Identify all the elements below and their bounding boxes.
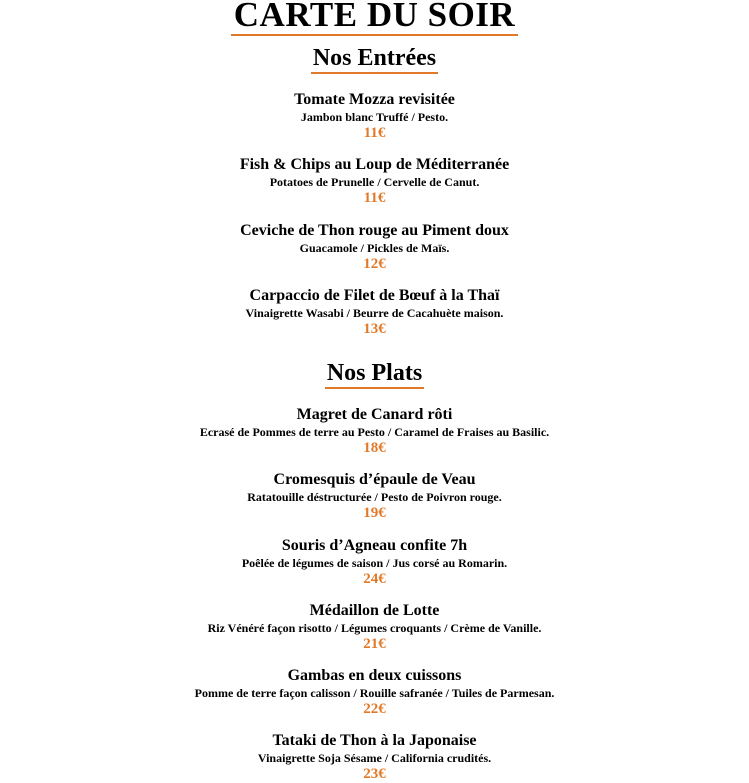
dish-item bbox=[0, 286, 749, 338]
dish-name: Tomate Mozza revisitée bbox=[294, 91, 455, 108]
section-title-plats bbox=[0, 359, 749, 389]
dish-price: 12€ bbox=[363, 256, 386, 272]
dish-description: Jambon blanc Truffé / Pesto. bbox=[300, 110, 449, 124]
dish-price: 19€ bbox=[363, 505, 386, 521]
dish-price: 24€ bbox=[363, 571, 386, 587]
dish-item bbox=[0, 221, 749, 273]
dish-item bbox=[0, 155, 749, 207]
dish-description: Guacamole / Pickles de Maïs. bbox=[299, 241, 450, 255]
dish-price: 18€ bbox=[363, 440, 386, 456]
dish-description: Ecrasé de Pommes de terre au Pesto / Caramel de Fraises au Basilic. bbox=[199, 425, 550, 439]
dish-description: Potatoes de Prunelle / Cervelle de Canut. bbox=[269, 175, 480, 189]
dish-item bbox=[0, 536, 749, 588]
dish-item bbox=[0, 470, 749, 522]
dish-name: Fish & Chips au Loup de Méditerranée bbox=[239, 156, 510, 173]
dish-price: 11€ bbox=[363, 125, 386, 141]
dish-description: Vinaigrette Wasabi / Beurre de Cacahuète maison. bbox=[245, 306, 504, 320]
dish-item bbox=[0, 405, 749, 457]
dish-name: Souris d’Agneau confite 7h bbox=[281, 537, 468, 554]
section-title-text: Nos Entrées bbox=[311, 44, 438, 74]
dish-description: Pomme de terre façon calisson / Rouille safranée / Tuiles de Parmesan. bbox=[194, 686, 555, 700]
section-title-entrees bbox=[0, 44, 749, 74]
dish-name: Gambas en deux cuissons bbox=[287, 667, 462, 684]
dish-name: Carpaccio de Filet de Bœuf à la Thaï bbox=[249, 287, 500, 304]
dish-item bbox=[0, 666, 749, 718]
dish-description: Poêlée de légumes de saison / Jus corsé au Romarin. bbox=[241, 556, 508, 570]
dish-item bbox=[0, 601, 749, 653]
dish-price: 11€ bbox=[363, 190, 386, 206]
dish-description: Riz Vénéré façon risotto / Légumes croquants / Crème de Vanille. bbox=[207, 621, 542, 635]
menu-title-text: CARTE DU SOIR bbox=[231, 0, 518, 36]
dish-name: Ceviche de Thon rouge au Piment doux bbox=[240, 222, 509, 239]
dish-name: Magret de Canard rôti bbox=[296, 406, 453, 423]
dish-price: 13€ bbox=[363, 321, 386, 337]
dish-name: Médaillon de Lotte bbox=[309, 602, 440, 619]
dish-description: Ratatouille déstructurée / Pesto de Poivron rouge. bbox=[247, 490, 502, 504]
dish-price: 21€ bbox=[363, 636, 386, 652]
section-title-text: Nos Plats bbox=[325, 359, 424, 389]
dish-name: Cromesquis d’épaule de Veau bbox=[273, 471, 476, 488]
dish-item bbox=[0, 731, 749, 783]
dish-price: 22€ bbox=[363, 701, 386, 717]
menu-title bbox=[0, 0, 749, 36]
dish-price: 23€ bbox=[363, 766, 386, 782]
dish-description: Vinaigrette Soja Sésame / California crudités. bbox=[257, 751, 492, 765]
dish-item bbox=[0, 90, 749, 142]
dish-name: Tataki de Thon à la Japonaise bbox=[272, 732, 477, 749]
